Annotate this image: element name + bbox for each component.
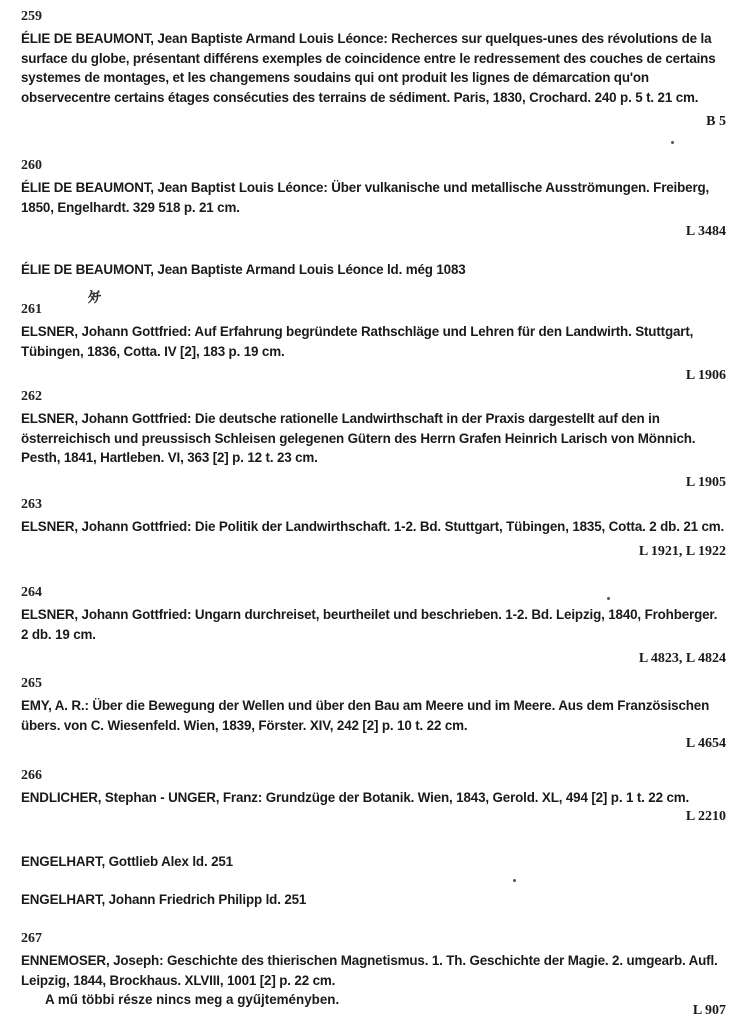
print-speck [671,141,674,144]
entry-title: Über die Bewegung der Wellen und über den Bau am Meere und im Meere. Aus dem Französischen übers. von C. Wiesenfeld. Wien, 1839, Förster. XIV, 242 [2] p. 10 t. 22 cm. [21,698,710,733]
entry-signature: L 2210 [685,808,726,824]
entry-title: Die deutsche rationelle Landwirthschaft in der Praxis dargestellt auf den in österreichisch und preussisch Schleisen gelegenen Gütern des Herrn Grafen Heinrich Larisch von Mönnich. Pesth, 1841, Hartleben. VI, 363 [2] p. 12 t. 23 cm. [21,411,696,465]
handwritten-margin-mark: ﾀﾁ [88,288,100,306]
entry-description [21,517,726,537]
entry-author: ÉLIE DE BEAUMONT, Jean Baptiste Armand Louis Léonce [21,262,384,277]
entry-number: 259 [21,9,42,24]
entry-author: ELSNER, Johann Gottfried: [21,607,192,622]
entry-reference: ld. 251 [192,854,233,869]
entry-number: 267 [21,931,42,946]
entry-description [21,322,726,361]
entry-title: Ungarn durchreiset, beurtheilet und beschrieben. 1-2. Bd. Leipzig, 1840, Frohberger. 2 db. 19 cm. [21,607,718,642]
entry-signature: L 1921, L 1922 [638,543,726,559]
catalog-entry-266 [21,767,726,826]
entry-signature: L 4654 [685,736,726,751]
entry-description [21,605,726,644]
catalog-entry-263 [21,496,726,561]
entry-title: Recherces sur quelques-unes des révolutions de la surface du globe, présentant différens exemples de coincidence entre le redressement des couches de certains systemes de montages, et les changemens soudains qui ont produit les lignes de démarcation qu'on observecentre certains étages consécuties des terrains de sédiment. Paris, 1830, Crochard. 240 p. 5 t. 21 cm. [21,31,716,105]
entry-number: 264 [21,585,42,600]
cross-reference-engelhart-gottlieb [21,852,726,872]
entry-author: ELSNER, Johann Gottfried: [21,411,192,426]
entry-author: ENGELHART, Gottlieb Alex [21,854,189,869]
entry-author: ÉLIE DE BEAUMONT, Jean Baptist Louis Léonce: [21,180,328,195]
cross-reference-elie [21,260,726,280]
cross-reference-engelhart-johann [21,890,726,910]
catalog-entry-260 [21,157,726,241]
entry-description [21,178,726,217]
catalog-entry-267 [21,930,726,1020]
catalog-entry-265 [21,675,726,753]
entry-signature: L 1906 [685,368,726,383]
print-speck [513,879,516,882]
entry-description [21,29,726,107]
entry-signature: L 3484 [685,224,726,239]
catalog-entry-261 [21,301,726,385]
entry-title: Geschichte des thierischen Magnetismus. 1. Th. Geschichte der Magie. 2. umgearb. Aufl. Leipzig, 1844, Brockhaus. XLVIII, 1001 [2] p. 22 cm. [21,953,718,988]
entry-signature: B 5 [706,114,726,129]
entry-reference: ld. még 1083 [386,262,466,277]
entry-title: Über vulkanische und metallische Ausströmungen. Freiberg, 1850, Engelhardt. 329 518 p. 21 cm. [21,180,710,215]
entry-description [21,409,726,468]
entry-title: Auf Erfahrung begründete Rathschläge und Lehren für den Landwirth. Stuttgart, Tübingen, 1836, Cotta. IV [2], 183 p. 19 cm. [21,324,694,359]
entry-author: ELSNER, Johann Gottfried: [21,519,192,534]
entry-author: ÉLIE DE BEAUMONT, Jean Baptiste Armand Louis Léonce: [21,31,388,46]
entry-author: ENNEMOSER, Joseph: [21,953,164,968]
entry-note: A mű többi része nincs meg a gyűjteményben. [45,992,340,1007]
entry-author: ELSNER, Johann Gottfried: [21,324,192,339]
entry-description [21,696,726,735]
entry-author: ENDLICHER, Stephan - UNGER, Franz: [21,790,263,805]
entry-description [21,951,726,990]
entry-author: ENGELHART, Johann Friedrich Philipp [21,892,263,907]
entry-description [21,890,726,910]
entry-number: 262 [21,389,42,404]
catalog-entry-262 [21,388,726,492]
entry-description [21,788,726,808]
entry-number: 260 [21,158,42,173]
entry-signature: L 1905 [685,474,726,490]
entry-number: 266 [21,768,42,783]
catalog-entry-264 [21,584,726,668]
catalog-entry-259 [21,8,726,131]
entry-signature: L 907 [692,1002,726,1018]
print-speck [607,597,610,600]
entry-title: Die Politik der Landwirthschaft. 1-2. Bd. Stuttgart, Tübingen, 1835, Cotta. 2 db. 21 cm. [194,519,725,534]
entry-signature: L 4823, L 4824 [638,651,726,666]
entry-number: 261 [21,302,42,317]
entry-reference: ld. 251 [265,892,307,907]
entry-number: 263 [21,497,42,512]
entry-author: EMY, A. R.: [21,698,89,713]
entry-description [21,260,726,280]
entry-description [21,852,726,872]
entry-number: 265 [21,676,42,691]
entry-title: Grundzüge der Botanik. Wien, 1843, Gerold. XL, 494 [2] p. 1 t. 22 cm. [265,790,690,805]
